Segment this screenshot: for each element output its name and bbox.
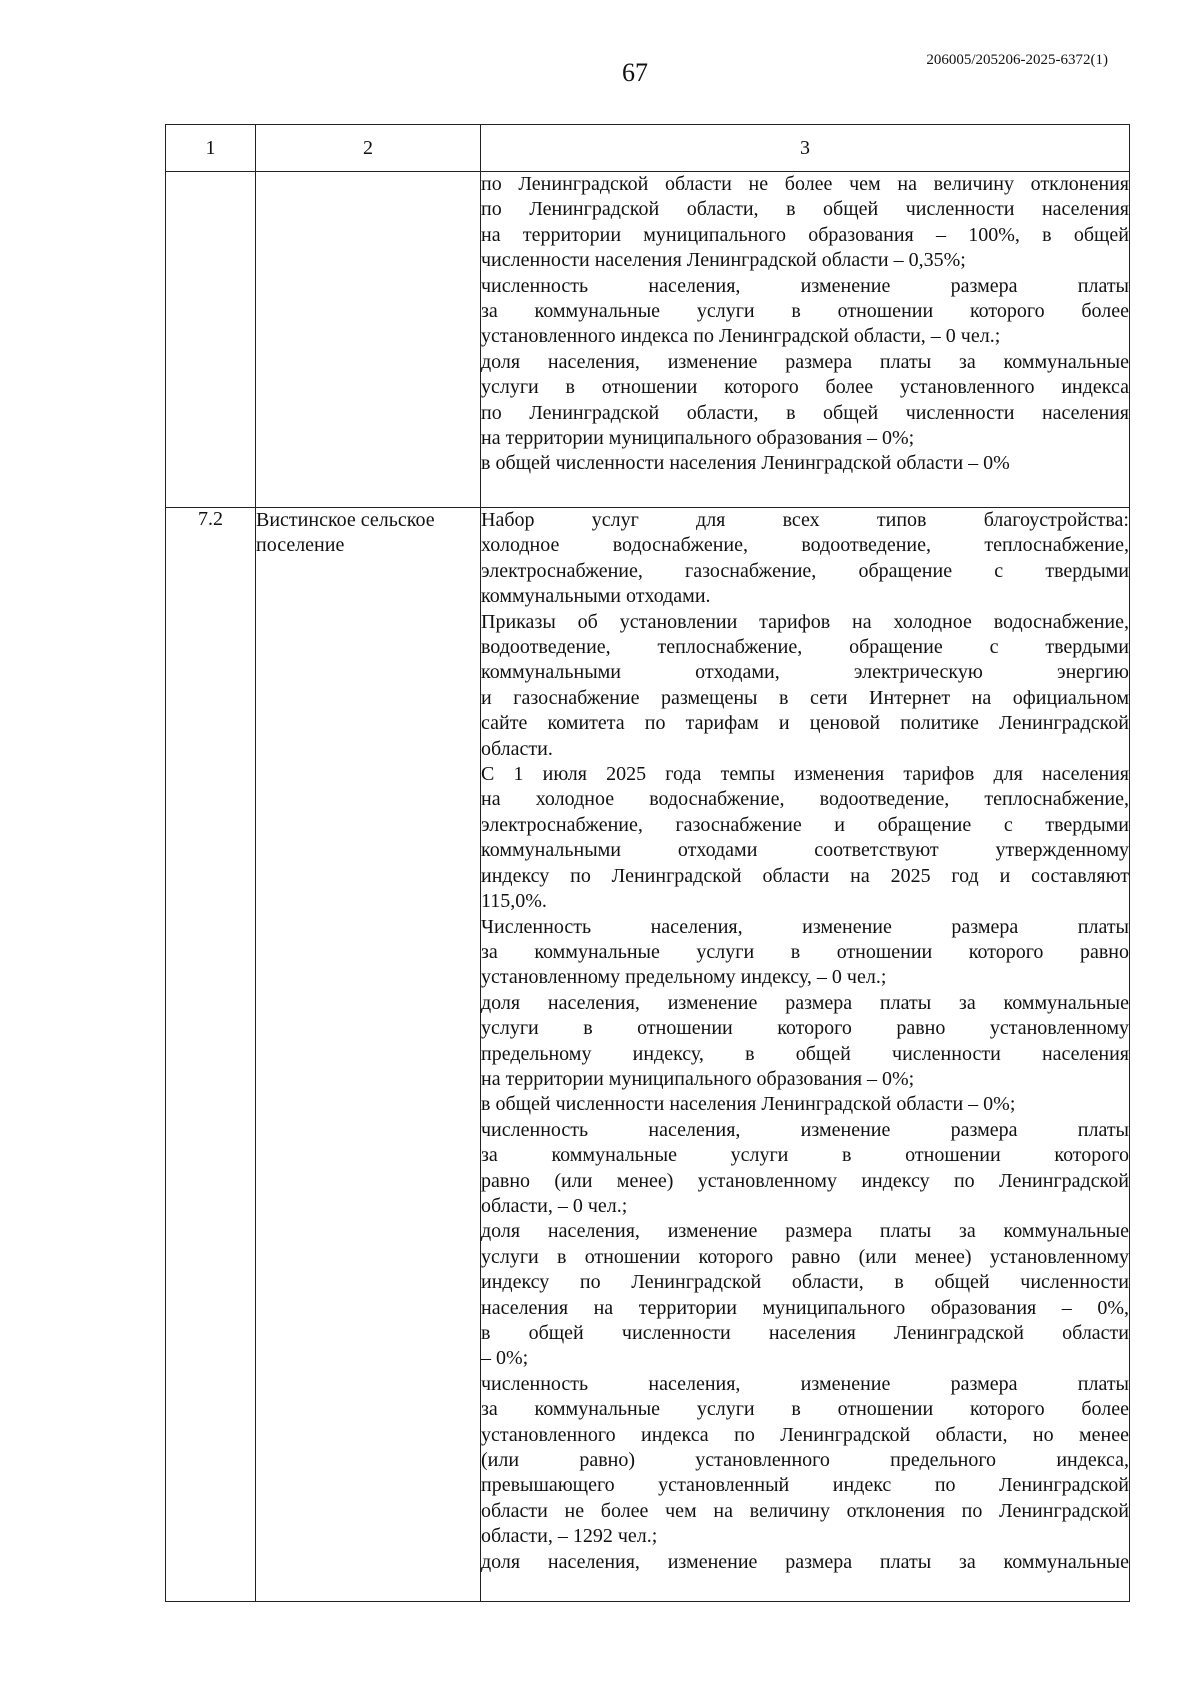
text-line: на территории муниципального образования – 0%;	[481, 427, 915, 450]
text-line: на территории муниципального образования – 100%, в общей	[481, 223, 1129, 246]
text-line: коммунальными отходами соответствуют утвержденному	[481, 839, 1129, 862]
text-line: (или равно) установленного предельного индекса,	[481, 1449, 1129, 1472]
column-header-3: 3	[481, 125, 1130, 172]
text-line: установленного индекса по Ленинградской области, – 0 чел.;	[481, 325, 1001, 348]
text-line: превышающего установленный индекс по Ленинградской	[481, 1474, 1129, 1497]
text-line: области, – 1292 чел.;	[481, 1525, 658, 1548]
continuation-content-cell	[481, 172, 1130, 508]
text-line: услуги в отношении которого равно установленному	[481, 1017, 1129, 1040]
text-line: в общей численности населения Ленинградской области – 0%	[481, 452, 1010, 475]
text-line: за коммунальные услуги в отношении которого более	[481, 1398, 1129, 1421]
document-id: 206005/205206-2025-6372(1)	[926, 52, 1108, 68]
text-line: по Ленинградской области, в общей численности населения	[481, 198, 1129, 221]
table-row	[166, 508, 1130, 1602]
municipality-name: Вистинское сельское поселение	[256, 508, 481, 1602]
row-number: 7.2	[166, 508, 256, 1602]
text-line: численность населения, изменение размера платы	[481, 1118, 1129, 1141]
text-line: доля населения, изменение размера платы за коммунальные	[481, 1550, 1129, 1573]
text-line: численность населения, изменение размера платы	[481, 1372, 1129, 1395]
text-line: населения на территории муниципального образования – 0%,	[481, 1296, 1129, 1319]
text-line: и газоснабжение размещены в сети Интернет на официальном	[481, 686, 1129, 709]
text-line: Приказы об установлении тарифов на холодное водоснабжение,	[481, 610, 1129, 633]
text-line: коммунальными отходами, электрическую энергию	[481, 661, 1129, 684]
text-line: индексу по Ленинградской области на 2025 год и составляют	[481, 864, 1129, 887]
text-line: 115,0%.	[481, 890, 547, 913]
text-line: на холодное водоснабжение, водоотведение, теплоснабжение,	[481, 788, 1129, 811]
text-line: водоотведение, теплоснабжение, обращение с твердыми	[481, 636, 1129, 659]
text-line: в общей численности населения Ленинградской области	[481, 1322, 1129, 1344]
table-row-continuation	[166, 172, 1130, 508]
text-line: электроснабжение, газоснабжение и обращение с твердыми	[481, 813, 1129, 836]
text-line: области не более чем на величину отклонения по Ленинградской	[481, 1499, 1129, 1522]
page-number: 67	[622, 58, 648, 87]
tariff-table	[165, 124, 1130, 1602]
text-line: области.	[481, 737, 553, 760]
continuation-name-cell	[256, 172, 481, 508]
text-line: – 0%;	[481, 1347, 529, 1370]
column-header-1: 1	[166, 125, 256, 172]
text-line: предельному индексу, в общей численности населения	[481, 1042, 1129, 1065]
text-line: коммунальными отходами.	[481, 585, 711, 608]
text-line: С 1 июля 2025 года темпы изменения тарифов для населения	[481, 763, 1129, 786]
text-line: холодное водоснабжение, водоотведение, теплоснабжение,	[481, 534, 1129, 557]
text-line: электроснабжение, газоснабжение, обращение с твердыми	[481, 559, 1129, 582]
column-header-2: 2	[256, 125, 481, 172]
continuation-number-cell	[166, 172, 256, 508]
text-line: за коммунальные услуги в отношении которого	[481, 1144, 1129, 1167]
text-line: равно (или менее) установленному индексу по Ленинградской	[481, 1169, 1129, 1192]
text-line: в общей численности населения Ленинградской области – 0%;	[481, 1093, 1016, 1116]
text-line: доля населения, изменение размера платы за коммунальные	[481, 1220, 1129, 1243]
text-line: доля населения, изменение размера платы за коммунальные	[481, 350, 1129, 373]
text-line: численности населения Ленинградской области – 0,35%;	[481, 249, 966, 272]
table-header-row	[166, 125, 1130, 172]
text-line: услуги в отношении которого более установленного индекса	[481, 376, 1129, 399]
text-line: Набор услуг для всех типов благоустройства:	[481, 509, 1129, 531]
text-line: Численность населения, изменение размера платы	[481, 915, 1129, 938]
text-line: за коммунальные услуги в отношении которого равно	[481, 940, 1129, 963]
text-line: установленного индекса по Ленинградской области, но менее	[481, 1423, 1129, 1446]
text-line: за коммунальные услуги в отношении которого более	[481, 300, 1129, 323]
text-line: по Ленинградской области, в общей численности населения	[481, 401, 1129, 424]
text-line: численность населения, изменение размера платы	[481, 274, 1129, 297]
text-line: услуги в отношении которого равно (или менее) установленному	[481, 1245, 1129, 1268]
text-line: установленному предельному индексу, – 0 чел.;	[481, 966, 887, 989]
text-line: доля населения, изменение размера платы за коммунальные	[481, 991, 1129, 1014]
text-line: сайте комитета по тарифам и ценовой политике Ленинградской	[481, 712, 1129, 735]
row-content-cell	[481, 508, 1130, 1602]
text-line: области, – 0 чел.;	[481, 1194, 628, 1217]
text-line: по Ленинградской области не более чем на величину отклонения	[481, 173, 1129, 195]
text-line: на территории муниципального образования – 0%;	[481, 1067, 915, 1090]
text-line: индексу по Ленинградской области, в общей численности	[481, 1271, 1129, 1294]
